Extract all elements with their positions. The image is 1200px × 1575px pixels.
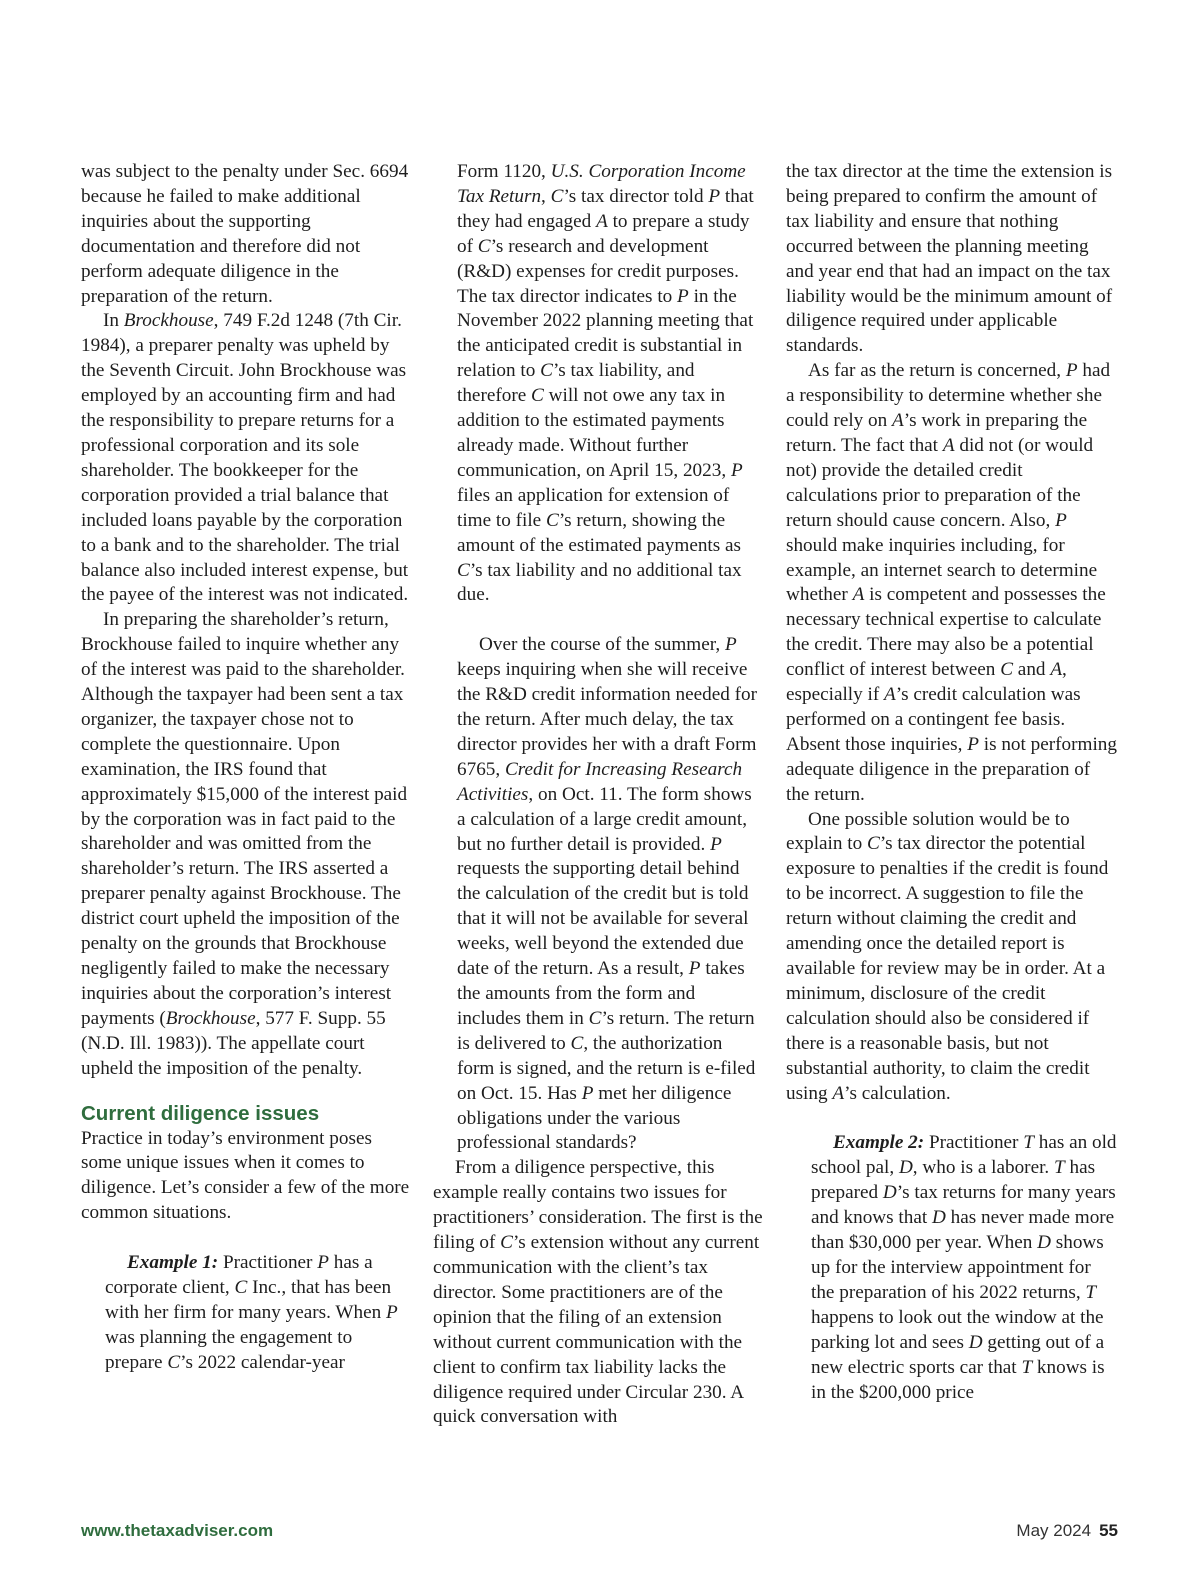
column-3 xyxy=(786,160,1118,1405)
italic-text: P xyxy=(317,1252,329,1274)
italic-text: P xyxy=(967,733,979,755)
italic-text: Brockhouse xyxy=(123,310,214,332)
italic-text: C xyxy=(167,1351,181,1373)
italic-text: P xyxy=(385,1301,398,1323)
body-paragraph: In Brockhouse, 749 F.2d 1248 (7th Cir. 1984), a preparer penalty was upheld by the Seventh Circuit. John Brockhouse was employed by an accounting firm and had the responsibility to prepare returns for a professional corporation and its sole shareholder. The bookkeeper for the corporation provided a trial balance that included loans payable by the corporation to a bank and to the shareholder. The trial balance also included interest expense, but the payee of the interest was not indicated. xyxy=(81,310,409,606)
italic-text: C xyxy=(457,559,470,581)
italic-text: P xyxy=(724,634,737,656)
body-paragraph: Practice in today’s environment poses some unique issues when it comes to diligence. Let’s consider a few of the more common situations. xyxy=(81,1127,410,1224)
body-paragraph: One possible solution would be to explain to C’s tax director the potential exposure to penalties if the credit is found to be incorrect. A suggestion to file the return without claiming the credit and amending once the detailed report is available for review may be in order. At a minimum, disclosure of the credit calculation should also be considered if there is a reasonable basis, but not substantial authority, to claim the credit using A’s calculation. xyxy=(786,808,1109,1104)
italic-text: T xyxy=(1021,1356,1033,1378)
italic-text: Credit for Increasing Research Activities xyxy=(457,758,743,805)
example-label: Example 2: xyxy=(833,1132,925,1154)
italic-text: P xyxy=(688,958,701,980)
column-1 xyxy=(81,160,411,1376)
italic-text: D xyxy=(968,1331,983,1353)
italic-text: A xyxy=(832,1082,845,1104)
italic-text: C xyxy=(540,360,553,382)
italic-text: A xyxy=(596,210,608,232)
italic-text: C xyxy=(588,1007,602,1029)
italic-text: C xyxy=(570,1032,584,1054)
example-paragraph: Example 1: Practitioner P has a corporate client, C Inc., that has been with her firm for many years. When P was planning the engagement to prepare C’s 2022 calendar-year xyxy=(105,1252,398,1373)
italic-text: C xyxy=(546,509,559,531)
italic-text: D xyxy=(931,1207,946,1229)
italic-text: C xyxy=(1000,659,1013,681)
body-paragraph: As far as the return is concerned, P had a responsibility to determine whether she could rely on A’s work in preparing the return. The fact that A did not (or would not) provide the detailed credit calculations prior to preparation of the return should cause concern. Also, P should make inquiries including, for example, an internet search to determine whether A is competent and possesses the necessary technical expertise to calculate the credit. There may also be a potential conflict of interest between C and A, especially if A’s credit calculation was performed on a contingent fee basis. Absent those inquiries, P is not performing adequate diligence in the preparation of the return. xyxy=(786,360,1117,805)
italic-text: A xyxy=(1050,659,1063,681)
italic-text: A xyxy=(942,434,955,456)
footer-website-url[interactable]: www.thetaxadviser.com xyxy=(81,1521,274,1540)
italic-text: D xyxy=(1037,1232,1051,1254)
italic-text: C xyxy=(531,385,544,407)
italic-text: D xyxy=(898,1157,913,1179)
italic-text: C xyxy=(500,1232,513,1254)
section-heading: Current diligence issues xyxy=(81,1101,320,1125)
italic-text: A xyxy=(884,684,896,706)
italic-text: P xyxy=(581,1082,594,1104)
italic-text: Brockhouse xyxy=(165,1007,256,1029)
body-paragraph: was subject to the penalty under Sec. 6694 because he failed to make additional inquiries about the supporting documentation and therefore did not perform adequate diligence in the preparation of the return. xyxy=(81,161,409,307)
italic-text: P xyxy=(1055,509,1067,531)
italic-text: T xyxy=(1054,1157,1065,1179)
body-paragraph: In preparing the shareholder’s return, Brockhouse failed to inquire whether any of the interest was paid to the shareholder. Although the taxpayer had been sent a tax organizer, the taxpayer chose not to complete the questionnaire. Upon examination, the IRS found that approximately $15,000 of the interest paid by the corporation was in fact paid to the shareholder and was omitted from the shareholder’s return. The IRS asserted a preparer penalty against Brockhouse. The district court upheld the imposition of the penalty on the grounds that Brockhouse negligently failed to make the necessary inquiries about the corporation’s interest payments (Brockhouse, 577 F. Supp. 55 (N.D. Ill. 1983)). The appellate court upheld the imposition of the penalty. xyxy=(81,609,408,1079)
footer-page-number: 55 xyxy=(1099,1521,1118,1540)
italic-text: C xyxy=(867,833,880,855)
column-2 xyxy=(433,160,763,1430)
footer-issue-date: May 2024 xyxy=(1016,1521,1092,1540)
italic-text: P xyxy=(677,285,689,307)
body-paragraph: From a diligence perspective, this example really contains two issues for practitioners’ consideration. The first is the filing of C’s extension without any current communication with the client’s tax director. Some practitioners are of the opinion that the filing of an extension without current communication with the client to confirm tax liability lacks the diligence required under Circular 230. A quick conversation with xyxy=(433,1157,763,1428)
italic-text: C xyxy=(477,235,491,257)
example-label: Example 1: xyxy=(127,1252,219,1274)
italic-text: C xyxy=(550,185,564,207)
italic-text: T xyxy=(1023,1132,1034,1154)
italic-text: C xyxy=(234,1277,248,1299)
italic-text: A xyxy=(892,410,904,432)
italic-text: A xyxy=(852,584,865,606)
footer-issue-info xyxy=(1016,1520,1118,1542)
body-paragraph: Form 1120, U.S. Corporation Income Tax Return, C’s tax director told P that they had engaged A to prepare a study of C’s research and development (R&D) expenses for credit purposes. The tax director indicates to P in the November 2022 planning meeting that the anticipated credit is substantial in relation to C’s tax liability, and therefore C will not owe any tax in addition to the estimated payments already made. Without further communication, on April 15, 2023, P files an application for extension of time to file C’s return, showing the amount of the estimated payments as C’s tax liability and no additional tax due. xyxy=(457,161,754,606)
body-paragraph: Over the course of the summer, P keeps inquiring when she will receive the R&D credit information needed for the return. After much delay, the tax director provides her with a draft Form 6765, Credit for Increasing Research Activities, on Oct. 11. The form shows a calculation of a large credit amount, but no further detail is provided. P requests the supporting detail behind the calculation of the credit but is told that it will not be available for several weeks, well beyond the extended due date of the return. As a result, P takes the amounts from the form and includes them in C’s return. The return is delivered to C, the authorization form is signed, and the return is e-filed on Oct. 15. Has P met her diligence obligations under the various professional standards? xyxy=(457,634,757,1154)
italic-text: D xyxy=(882,1182,897,1204)
italic-text: P xyxy=(710,833,722,855)
italic-text: P xyxy=(708,185,721,207)
italic-text: U.S. Corporation Income Tax Return xyxy=(457,161,746,207)
italic-text: P xyxy=(1065,360,1078,382)
italic-text: P xyxy=(730,459,743,481)
body-paragraph: the tax director at the time the extension is being prepared to confirm the amount of tax liability and ensure that nothing occurred between the planning meeting and year end that had an impact on the tax liability would be the minimum amount of diligence required under applicable standards. xyxy=(786,161,1113,357)
italic-text: T xyxy=(1085,1281,1097,1303)
example-paragraph: Example 2: Practitioner T has an old school pal, D, who is a laborer. T has prepared D’s tax returns for many years and knows that D has never made more than $30,000 per year. When D shows up for the interview appointment for the preparation of his 2022 returns, T happens to look out the window at the parking lot and sees D getting out of a new electric sports car that T knows is in the $200,000 price xyxy=(811,1132,1117,1403)
